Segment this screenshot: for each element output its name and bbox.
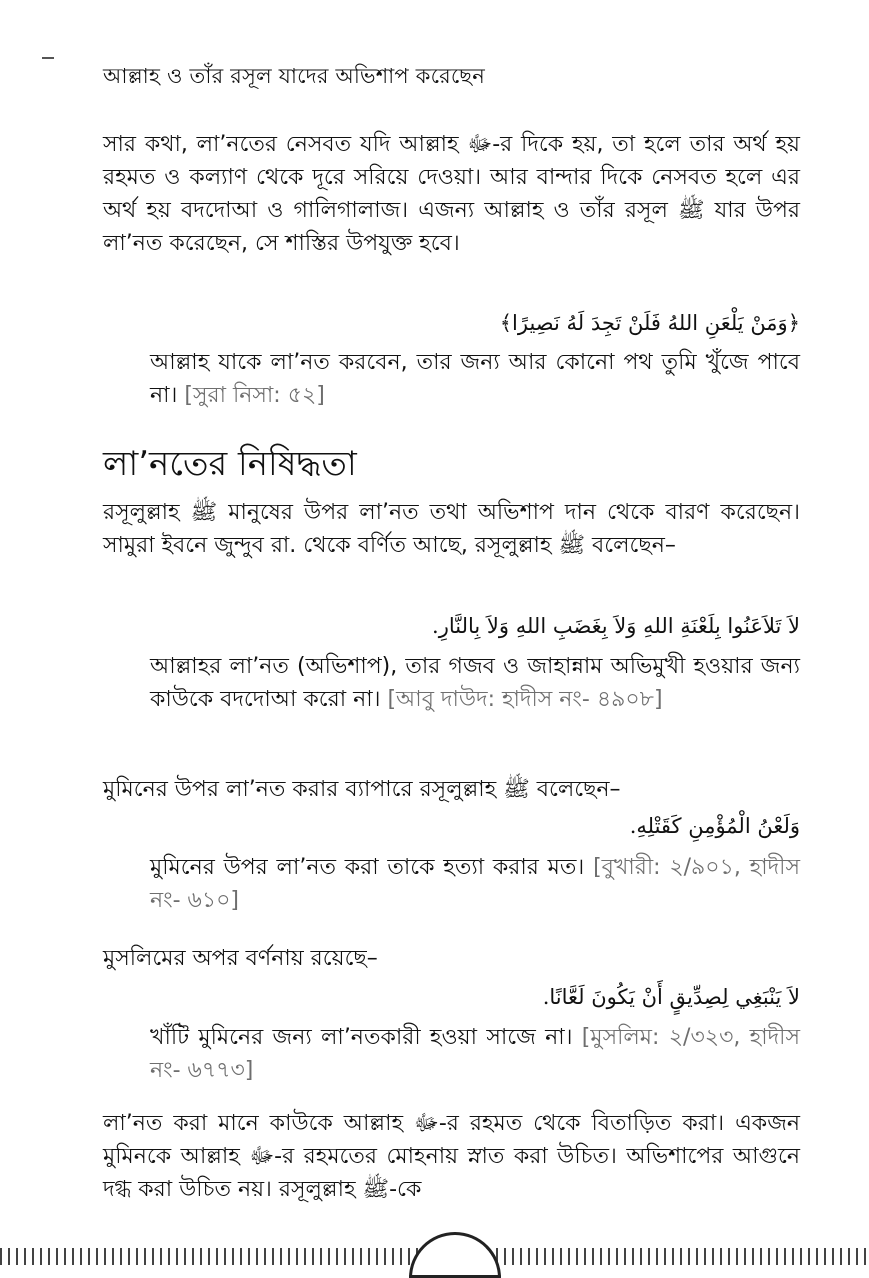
quote-text: মুমিনের উপর লা’নত করা তাকে হত্যা করার মত। — [150, 855, 594, 880]
quote-reference: [বুখারী: ২/৯০১, হাদীস নং- ৬১০] — [150, 855, 800, 913]
arabic-verse: ﴿وَمَنْ يَلْعَنِ اللهُ فَلَنْ تَجِدَ لَهُ نَصِيرًا﴾ — [499, 311, 800, 335]
quote-reference: [মুসলিম: ২/৩২৩, হাদীস নং- ৬৭৭৩] — [150, 1025, 801, 1083]
quote-text: খাঁটি মুমিনের জন্য লা’নতকারী হওয়া সাজে না। — [150, 1025, 582, 1050]
quote-text: আল্লাহ যাকে লা’নত করবেন, তার জন্য আর কোনো পথ তুমি খুঁজে পাবে না। — [150, 350, 800, 408]
quote-reference: [সুরা নিসা: ৫২] — [184, 383, 325, 408]
arabic-hadith: لاَ يَنْبَغِي لِصِدِّيقٍ أَنْ يَكُونَ لَعَّانًا. — [542, 985, 800, 1009]
quote-text: আল্লাহর লা’নত (অভিশাপ), তার গজব ও জাহান্নাম অভিমুখী হওয়ার জন্য কাউকে বদদোআ করো না। — [150, 654, 800, 712]
paragraph-mumin: মুমিনের উপর লা’নত করার ব্যাপারে রসূলুল্লাহ ﷺ বলেছেন– — [103, 777, 621, 802]
quote-translation — [150, 650, 800, 716]
decorative-medallion — [409, 1232, 501, 1278]
quote-translation — [150, 346, 800, 412]
running-head: আল্লাহ ও তাঁর রসূল যাদের অভিশাপ করেছেন — [103, 64, 485, 88]
paragraph-summary: সার কথা, লা’নতের নেসবত যদি আল্লাহ ﷻ-র দিকে হয়, তা হলে তার অর্থ হয় রহমত ও কল্যাণ থেকে দূরে সরিয়ে দেওয়া। আর বান্দার দিকে নেসবত হলে এর অর্থ হয় বদদোআ ও গালিগালাজ। এজন্য আল্লাহ ও তাঁর রসূল ﷺ যার উপর লা’নত করেছেন, সে শাস্তির উপযুক্ত হবে। — [103, 132, 800, 256]
quote-reference: [আবু দাউদ: হাদীস নং- ৪৯০৮] — [387, 687, 663, 712]
paragraph-muslim: মুসলিমের অপর বর্ণনায় রয়েছে– — [103, 946, 378, 971]
quote-translation — [150, 851, 800, 917]
arabic-hadith: لاَ تَلاَعَنُوا بِلَعْنَةِ اللهِ وَلاَ بِغَضَبِ اللهِ وَلاَ بِالنَّارِ. — [432, 614, 800, 638]
page-mark — [42, 57, 54, 59]
quote-translation — [150, 1021, 800, 1087]
paragraph-closing: লা’নত করা মানে কাউকে আল্লাহ ﷻ-র রহমত থেকে বিতাড়িত করা। একজন মুমিনকে আল্লাহ ﷻ-র রহমতের মোহনায় স্নাত করা উচিত। অভিশাপের আগুনে দগ্ধ করা উচিত নয়। রসূলুল্লাহ ﷺ-কে — [103, 1111, 801, 1202]
paragraph-prohibition: রসূলুল্লাহ ﷺ মানুষের উপর লা’নত তথা অভিশাপ দান থেকে বারণ করেছেন। সামুরা ইবনে জুন্দুব রা. থেকে বর্ণিত আছে, রসূলুল্লাহ ﷺ বলেছেন– — [103, 500, 800, 558]
section-heading: লা’নতের নিষিদ্ধতা — [103, 444, 357, 484]
arabic-hadith: وَلَعْنُ الْمُؤْمِنِ كَقَتْلِهِ. — [629, 814, 800, 838]
